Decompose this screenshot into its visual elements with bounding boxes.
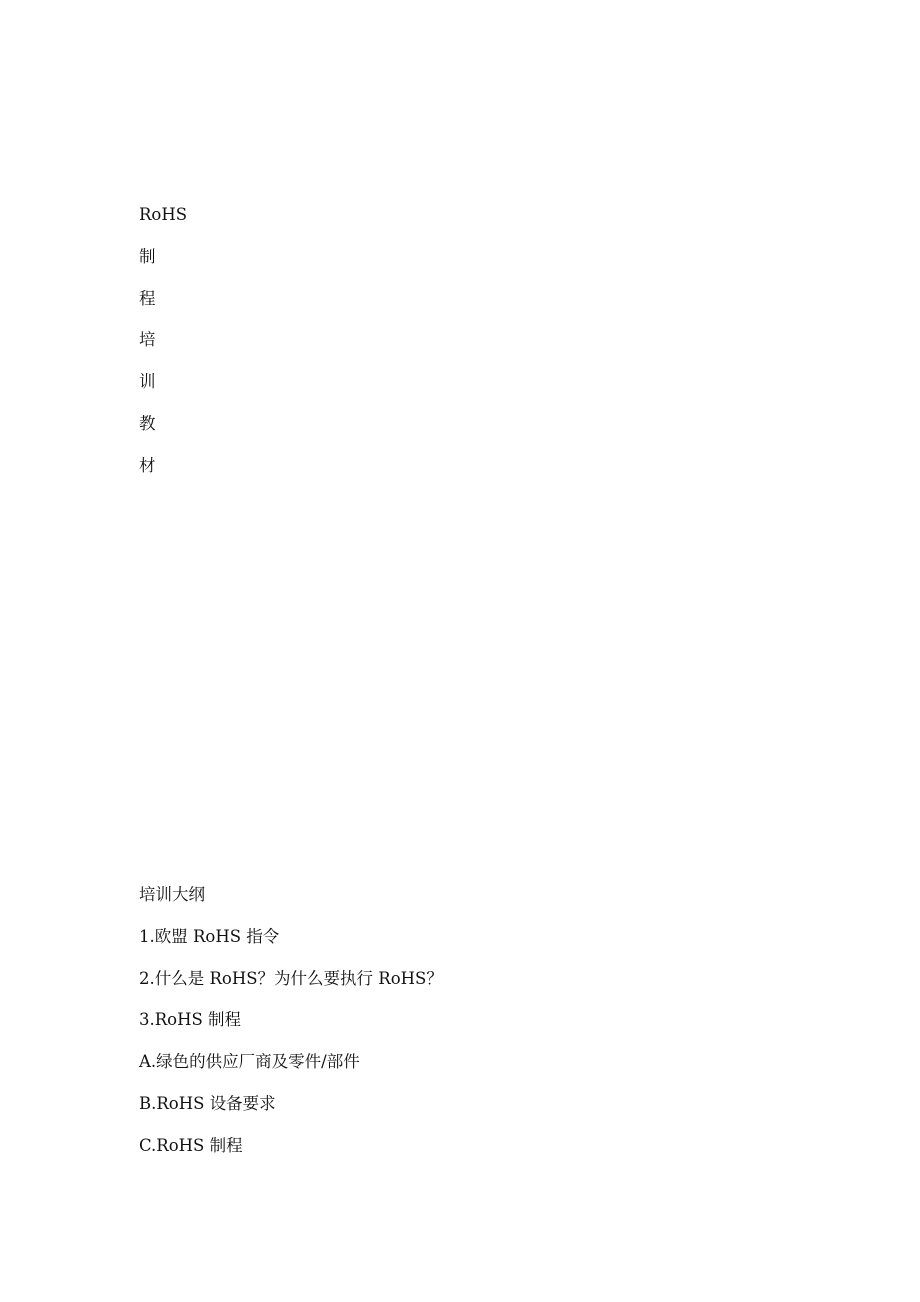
cover-title-line: 教	[139, 413, 156, 433]
cover-title-line: 培	[139, 330, 156, 350]
cover-title-line: 程	[139, 288, 156, 308]
training-outline	[139, 885, 443, 1178]
cover-title-line: RoHS	[139, 205, 188, 224]
outline-heading: 培训大纲	[139, 885, 205, 904]
cover-title	[139, 205, 187, 498]
outline-item: 2.什么是 RoHS？为什么要执行 RoHS？	[139, 968, 443, 988]
cover-title-line: 制	[139, 246, 156, 266]
outline-item: 1.欧盟 RoHS 指令	[139, 926, 280, 946]
outline-item: C.RoHS 制程	[139, 1135, 243, 1155]
cover-title-line: 训	[139, 372, 156, 392]
cover-title-line: 材	[139, 455, 156, 475]
outline-item: B.RoHS 设备要求	[139, 1093, 276, 1113]
outline-item: 3.RoHS 制程	[139, 1010, 242, 1030]
outline-item: A.绿色的供应厂商及零件/部件	[139, 1052, 360, 1072]
